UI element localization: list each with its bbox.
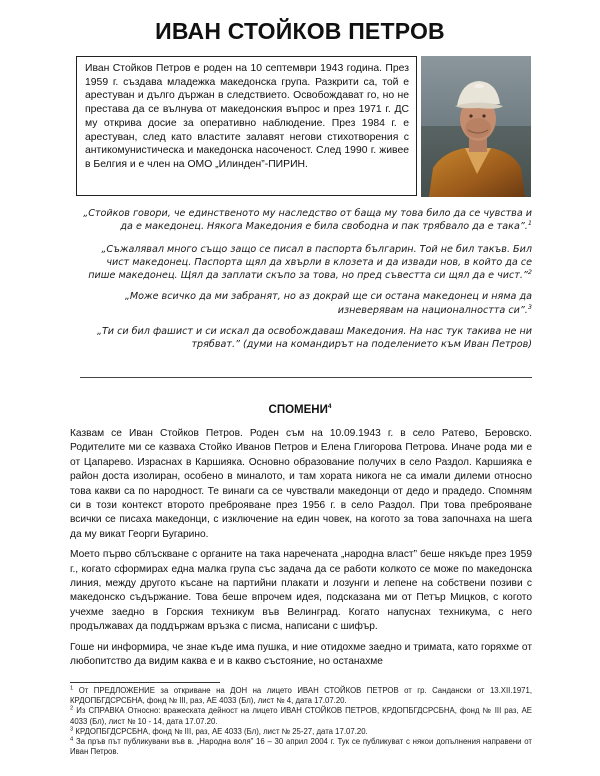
quote-3-ref: 3 [527,302,532,311]
quote-1-ref: 1 [527,219,532,228]
page-title: ИВАН СТОЙКОВ ПЕТРОВ [155,18,445,44]
footnote-4 [70,737,532,757]
footnote-1 [70,686,532,706]
footnote-2 [70,706,532,726]
paragraph-3: Гоше ни информира, че знае къде има пушка, и ние отидохме заедно и тримата, като горяхме от любопитство да видим каква е и в какво състояние, но останахме [70,641,532,668]
paragraph-2: Моето първо сблъскване с органите на така наречената „народна власт” беше някъде през 1959 г., когато сформирах една малка група със задача да се работи колкото се може по македонска линия, между другото късане на партийни плакати и лозунги и лепене на собствени позиви с македонско съдържание. Това беше впрочем идея, подсказана ми от Петър Мицков, с когото учехме заедно в Горския техникум във Велинград. Когато напуснах техникума, с него продължавах да поддържам връзка с писма, написани с шифър. [70,549,532,633]
paragraph-1: Казвам се Иван Стойков Петров. Роден съм на 10.09.1943 г. в село Ратево, Беровско. Родителите ми се казваха Стойко Иванов Петров и Елена Глигорова Петрова. Иначе рода ми е от Цапарево. Израснах в Каршияка. Основно образование получих в село Раздол. Каршияка е район доста изолиран, особено в миналото, и там хората никога не са имали дилеми относно това какви са по народност. Те винаги са се чувствали македонци от дедо и прадедо. Спомням си в този контекст второто преброяване през 1956 г. в село Раздол. При това преброяване всички се писаха македонци, с изключение на един човек, на когото за това започнаха на шега да му викат Георги Бугарино. [70,428,532,540]
quote-2 [80,243,532,283]
quote-1-text: „Стойков говори, че единственото му наследство от баща му това било да се чувства и да е македонец. Някога Македония е била свободна и пак трябвало да е така”. [83,208,532,233]
section-divider [80,377,532,378]
footnote-2-text: Из СПРАВКА Относно: вражеската дейност на лицето ИВАН СТОЙКОВ ПЕТРОВ, КРДОПБГДСРСБНА, фонд № III раз, АЕ 4033 (Бл), лист № 10 - 14, дата 17.07.20. [70,706,532,726]
footnote-4-number: 4 [70,736,74,743]
quote-4 [80,325,532,352]
quote-2-text: „Съжалявал много също защо се писал в паспорта българин. Той не бил такъв. Бил чист македонец. Паспорта щял да хвърли в клозета и да извади нов, в който да се пише македонец. Щял да заплати скъпо за това, но пред съвестта си щял да е чист.” [88,243,532,282]
footnote-3-number: 3 [70,726,74,733]
quote-3-text: „Може всичко да ми забранят, но аз докрай ще си остана македонец и няма да изневерявам на националността си”. [124,291,532,316]
footnote-1-text: От ПРЕДЛОЖЕНИЕ за откриване на ДОН на лицето ИВАН СТОЙКОВ ПЕТРОВ от гр. Сандански от 13.XII.1971, КРДОПБГДСРСБНА, фонд № III, раз, АЕ 4033 (Бл), лист № 4, дата 17.07.20. [70,686,532,706]
section-heading-ref: 4 [327,403,332,411]
footnote-divider [70,682,220,683]
section-heading-text: СПОМЕНИ [268,404,328,416]
section-heading [0,404,600,416]
footnote-3-text: КРДОПБГДСРСБНА, фонд № III, раз, АЕ 4033 (Бл), лист № 25-27, дата 17.07.20. [75,726,368,736]
portrait-illustration [421,56,531,197]
bio-text: Иван Стойков Петров е роден на 10 септември 1943 година. През 1959 г. създава младежка македонска група. Разкрити са, той е арестуван и дълго държан в следствието. Освобождават го, но не престава да се вълнува от македонския въпрос и през 1971 г. ДС му открива досие за оперативно наблюдение. През 1984 г. е арестуван, след като властите залавят негови стихотворения с антикомунистическа и македонска насоченост. След 1990 г. живее в Белгия и е член на ОМО „Илинден”-ПИРИН. [85,63,409,170]
footnotes [70,686,532,757]
quote-3 [80,290,532,317]
quote-1 [80,207,532,234]
quote-2-ref: 2 [527,268,532,276]
quotes-block [80,207,532,360]
footnote-4-text: За пръв път публикувани във в. „Народна воля” 16 – 30 април 2004 г. Тук се публикуват с някои допълнения направени от Иван Петров. [70,737,533,757]
footnote-3 [70,727,532,737]
body-text [70,427,532,676]
portrait-photo [421,56,531,197]
footnote-1-number: 1 [70,685,74,692]
bio-box [76,56,417,196]
quote-4-text: „Ти си бил фашист и си искал да освобождаваш Македония. На нас тук такива не ни трябват.” (думи на командирът на поделението към Иван Петров) [96,326,532,351]
footnote-2-number: 2 [70,705,74,712]
